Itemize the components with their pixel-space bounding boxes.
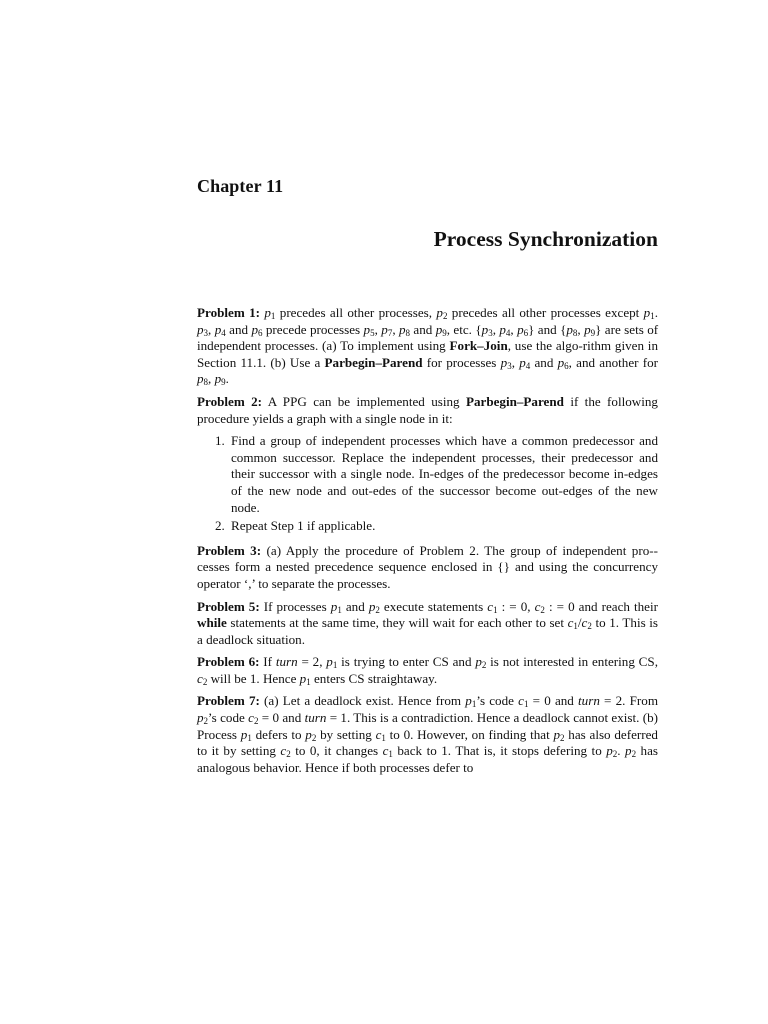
math-subscript: 1 (306, 676, 311, 687)
math-subscript: 1 (247, 732, 252, 743)
text-run: , (392, 321, 399, 337)
math-var: c (375, 726, 382, 742)
text-run: for processes (422, 354, 501, 370)
text-run: : = 0 and reach their (544, 598, 658, 614)
math-subscript: 8 (405, 327, 411, 338)
keyword-while: while (197, 615, 227, 631)
math-var: p (436, 305, 443, 320)
problem-2-label: Problem 2: (197, 393, 263, 409)
problem-5-label: Problem 5: (197, 598, 260, 614)
math-var: c (581, 615, 588, 631)
term-parbegin-parend: Parbegin–Parend (465, 393, 564, 409)
math-subscript: 2 (286, 749, 291, 760)
math-var: p (643, 305, 651, 320)
text-run: to 0, it changes (290, 743, 383, 759)
math-var: p (398, 321, 406, 337)
text-run: if the following procedure yields a graph with a single node in it: (197, 393, 658, 426)
math-var: p (517, 321, 524, 337)
math-subscript: 4 (505, 327, 511, 338)
text-run: precede processes (262, 321, 364, 337)
math-var: p (214, 321, 222, 337)
list-item (197, 433, 658, 516)
problem-3-label: Problem 3: (197, 542, 262, 558)
math-var: p (214, 371, 222, 387)
math-subscript: 4 (525, 360, 531, 371)
math-var: p (363, 321, 371, 337)
math-var: p (481, 321, 489, 337)
math-var: c (248, 710, 254, 726)
math-var: p (240, 726, 248, 742)
text-run: enters CS straightaway. (310, 670, 438, 686)
text-run: , (208, 321, 215, 337)
text-run: statements at the same time, they will wait for each other to set (226, 615, 568, 631)
text-run: ’s code (476, 693, 519, 709)
math-var: p (519, 354, 526, 370)
math-subscript: 8 (203, 377, 209, 388)
text-run: , (510, 321, 518, 337)
term-parbegin-parend: Parbegin–Parend (324, 354, 423, 370)
text-run: back to 1. That is, it stops defering to (392, 743, 607, 759)
math-subscript: 2 (540, 604, 545, 615)
text-run: , (208, 371, 215, 387)
math-var: turn (275, 654, 298, 670)
problem-6-label: Problem 6: (197, 654, 260, 670)
chapter-title: Process Synchronization (433, 227, 658, 251)
math-subscript: 9 (590, 327, 596, 338)
problem-1-label: Problem 1: (197, 305, 261, 320)
text-run: If processes (259, 598, 331, 614)
text-run: precedes all other processes except (447, 305, 644, 320)
text-run: } and { (528, 321, 567, 337)
math-subscript: 2 (203, 716, 209, 727)
text-run: has also deferred to it by setting (197, 726, 658, 759)
math-subscript: 2 (375, 604, 380, 615)
math-subscript: 2 (560, 732, 565, 743)
math-var: p (368, 598, 376, 614)
text-run: , (492, 321, 500, 337)
problem-2-paragraph (197, 394, 658, 427)
list-item (197, 518, 658, 535)
math-var: p (553, 726, 561, 742)
text-run: . (617, 743, 626, 759)
term-fork-join: Fork–Join (449, 338, 508, 354)
text-run: , (374, 321, 382, 337)
chapter-label: Chapter 11 (197, 176, 284, 196)
text-run: , (511, 354, 520, 370)
math-subscript: 1 (332, 660, 338, 671)
math-subscript: 2 (253, 716, 259, 727)
step-text: Repeat Step 1 if applicable. (231, 518, 376, 534)
chapter-body (197, 305, 658, 782)
text-run: . (654, 305, 658, 320)
text-run: (a) Let a deadlock exist. Hence from (259, 693, 466, 709)
text-run: If (259, 654, 276, 670)
math-subscript: 2 (612, 749, 618, 760)
text-run: by setting (316, 726, 376, 742)
problem-7-label: Problem 7: (197, 693, 260, 709)
math-var: p (475, 654, 482, 670)
math-subscript: 2 (587, 621, 592, 632)
math-var: c (382, 743, 389, 759)
math-var: p (499, 321, 506, 337)
text-run: = 0 and (528, 693, 579, 709)
text-run: / (577, 615, 582, 631)
math-subscript: 1 (573, 621, 578, 632)
text-run: execute statements (379, 598, 488, 614)
text-run: , use the algo-rithm given in Section 11.1. (b) Use a (197, 338, 658, 370)
step-number: 1. (215, 433, 225, 449)
text-run: to 1. This is a deadlock situation. (197, 615, 658, 647)
text-run: ’s code (208, 710, 249, 726)
math-var: c (197, 670, 203, 686)
problem-1-paragraph (197, 305, 658, 388)
math-var: turn (304, 710, 327, 726)
text-run: and (341, 598, 369, 614)
text-run: (a) Apply the procedure of Problem 2. The group of independent pro-cesses form a nested precedence sequence enclosed in {} and using the concurrency operator ‘,’ to separate the processes. (197, 542, 658, 591)
math-subscript: 3 (203, 327, 209, 338)
text-run: will be 1. Hence (207, 670, 300, 686)
math-var: p (566, 321, 573, 337)
math-subscript: 1 (381, 732, 386, 743)
text-run: and (410, 321, 436, 337)
math-subscript: 8 (572, 327, 578, 338)
math-var: p (197, 710, 204, 726)
problem-6-paragraph (197, 654, 658, 687)
math-subscript: 2 (631, 749, 637, 760)
text-run: , and another for (568, 354, 659, 370)
math-var: c (518, 693, 524, 709)
math-subscript: 1 (523, 699, 529, 710)
math-subscript: 3 (507, 360, 512, 371)
math-var: p (557, 354, 565, 370)
math-subscript: 6 (564, 360, 569, 371)
math-subscript: 1 (471, 699, 477, 710)
text-run: defers to (251, 726, 306, 742)
math-subscript: 2 (311, 732, 317, 743)
math-var: p (197, 371, 204, 387)
text-run: is not interested in entering CS, (486, 654, 658, 670)
math-subscript: 1 (337, 604, 342, 615)
math-var: p (299, 670, 307, 686)
problem-5-paragraph (197, 599, 658, 649)
text-run: : = 0, (497, 598, 535, 614)
text-run: A PPG can be implemented using (262, 393, 466, 409)
math-var: p (305, 726, 312, 742)
math-subscript: 2 (442, 311, 448, 321)
math-var: c (534, 598, 541, 614)
text-run: = 1. This is a contradiction. Hence a deadlock cannot exist. (b) Process (197, 710, 659, 742)
math-subscript: 9 (442, 327, 447, 338)
math-subscript: 6 (258, 327, 263, 338)
math-var: turn (578, 693, 600, 709)
math-var: p (330, 598, 338, 614)
text-run: = 2. From (599, 693, 659, 709)
procedure-steps (197, 433, 658, 535)
text-run: to 0. However, on finding that (385, 726, 554, 742)
text-run: } are sets of independent processes. (a) To implement using (197, 321, 659, 354)
math-subscript: 4 (221, 327, 226, 338)
math-subscript: 2 (481, 660, 487, 671)
math-subscript: 1 (650, 311, 655, 321)
text-run: . (225, 371, 229, 387)
math-subscript: 6 (523, 327, 529, 338)
step-text: Find a group of independent processes which have a common predecessor and common successor. Replace the independent processes, their predecessor and their successor with a single node. In-edges of the predecessor become in-edges of the new node and out-edes of the successor become out-edges of the new node. (231, 433, 658, 515)
math-subscript: 3 (488, 327, 493, 338)
math-var: p (197, 321, 204, 337)
step-number: 2. (215, 518, 225, 534)
math-var: p (500, 354, 508, 370)
math-subscript: 5 (370, 327, 375, 338)
text-run: is trying to enter CS and (337, 654, 476, 670)
text-run: has analogous behavior. Hence if both processes defer to (197, 743, 659, 775)
math-var: p (584, 321, 591, 337)
math-subscript: 7 (387, 327, 393, 338)
math-var: p (625, 743, 632, 759)
math-var: c (487, 598, 494, 614)
math-subscript: 1 (388, 749, 393, 760)
math-var: p (264, 305, 271, 320)
text-run: = 0 and (258, 710, 305, 726)
math-var: p (606, 743, 613, 759)
problem-3-paragraph (197, 543, 658, 593)
math-var: c (567, 615, 574, 631)
math-subscript: 9 (221, 377, 226, 388)
text-run: and (530, 354, 558, 370)
math-var: p (251, 321, 258, 337)
text-run: = 2, (297, 654, 327, 670)
math-var: p (381, 321, 388, 337)
math-var: p (435, 321, 443, 337)
problem-7-paragraph (197, 693, 658, 776)
math-var: p (326, 654, 333, 670)
math-var: p (465, 693, 472, 709)
math-subscript: 1 (493, 604, 498, 615)
text-run: , (577, 321, 585, 337)
text-run: precedes all other processes, (275, 305, 437, 320)
math-var: c (280, 743, 287, 759)
text-run: and (225, 321, 252, 337)
text-run: , etc. { (446, 321, 482, 337)
math-subscript: 2 (202, 676, 208, 687)
math-subscript: 1 (270, 311, 276, 321)
